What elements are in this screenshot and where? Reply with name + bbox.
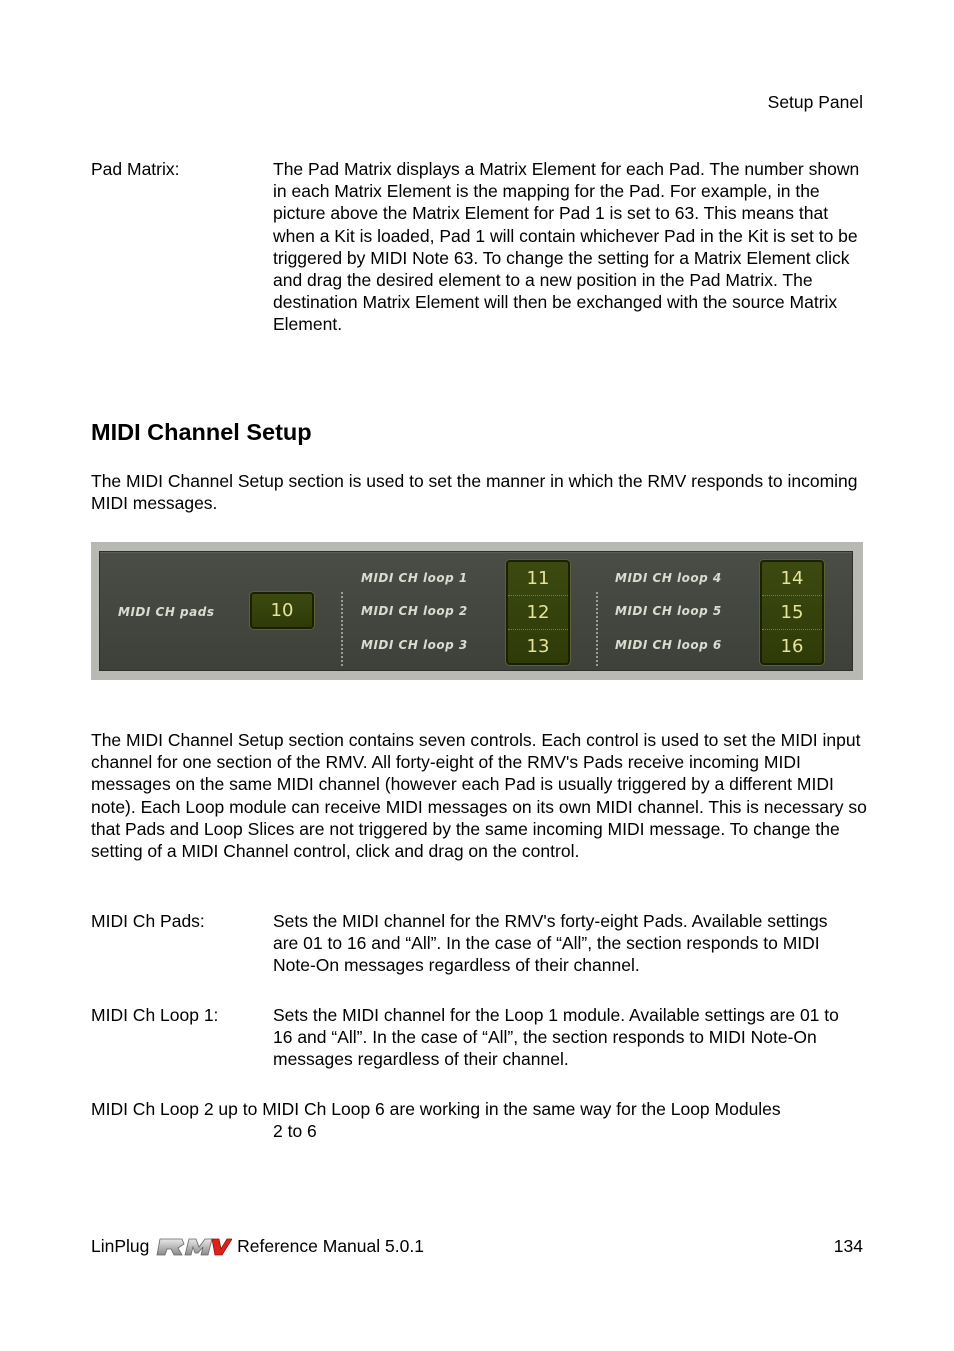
- loop3-label: MIDI CH loop 3: [361, 638, 468, 652]
- body-paragraph: The MIDI Channel Setup section contains seven controls. Each control is used to set the MIDI input channel for one section of the RMV. All forty-eight of the RMV's Pads receive incoming MIDI messages on the same MIDI channel (however each Pad is usually triggered by a different MIDI note). Each Loop module can receive MIDI messages on its own MIDI channel. This is necessary so that Pads and Loop Slices are not triggered by the same incoming MIDI message. To change the setting of a MIDI Channel control, click and drag on the control.: [91, 730, 867, 862]
- loop5-label: MIDI CH loop 5: [615, 604, 722, 618]
- footer-brand: LinPlug: [91, 1236, 150, 1256]
- loop-note-line1: MIDI Ch Loop 2 up to MIDI Ch Loop 6 are working in the same way for the Loop Modules: [91, 1099, 781, 1119]
- loop6-channel-value[interactable]: 16: [762, 629, 822, 663]
- page-number: 134: [833, 1236, 863, 1256]
- footer-title: Reference Manual 5.0.1: [237, 1236, 424, 1256]
- pads-channel-control[interactable]: [250, 592, 314, 629]
- pads-label: MIDI CH pads: [118, 605, 215, 619]
- ch-pads-definition: Sets the MIDI channel for the RMV's forty-eight Pads. Available settings are 01 to 16 and “All”. In the case of “All”, the section responds to MIDI Note-On messages regardless of their channel.: [273, 911, 828, 976]
- loop4-6-channel-controls[interactable]: [760, 560, 824, 665]
- loop3-channel-value[interactable]: 13: [508, 629, 568, 663]
- intro-paragraph: The MIDI Channel Setup section is used to set the manner in which the RMV responds to incoming MIDI messages.: [91, 471, 858, 514]
- separator: [341, 592, 343, 666]
- loop2-channel-value[interactable]: 12: [508, 595, 568, 629]
- loop4-channel-value[interactable]: 14: [780, 568, 804, 589]
- loop6-label: MIDI CH loop 6: [615, 638, 722, 652]
- loop1-label: MIDI CH loop 1: [361, 571, 468, 585]
- separator: [596, 592, 598, 666]
- pads-channel-value: 10: [270, 600, 294, 621]
- loop5-channel-value[interactable]: 15: [762, 595, 822, 629]
- rmv-logo-icon: [154, 1236, 232, 1258]
- loop1-channel-value[interactable]: 11: [526, 568, 550, 589]
- footer-left: [91, 1236, 424, 1258]
- pad-matrix-term: Pad Matrix:: [91, 159, 180, 179]
- loop1-3-channel-controls[interactable]: [506, 560, 570, 665]
- loop2-label: MIDI CH loop 2: [361, 604, 468, 618]
- ch-pads-term: MIDI Ch Pads:: [91, 911, 205, 931]
- loop4-label: MIDI CH loop 4: [615, 571, 722, 585]
- panel-surface: [99, 551, 853, 671]
- running-header: Setup Panel: [767, 92, 863, 112]
- section-heading: MIDI Channel Setup: [91, 419, 312, 445]
- pad-matrix-definition: The Pad Matrix displays a Matrix Element for each Pad. The number shown in each Matrix Element is the mapping for the Pad. For example, in the picture above the Matrix Element for Pad 1 is set to 63. This means that when a Kit is loaded, Pad 1 will contain whichever Pad in the Kit is set to be triggered by MIDI Note 63. To change the setting for a Matrix Element click and drag the desired element to a new position in the Pad Matrix. The destination Matrix Element will then be exchanged with the source Matrix Element.: [273, 159, 860, 335]
- loop-note-line2: 2 to 6: [273, 1121, 317, 1141]
- ch-loop1-term: MIDI Ch Loop 1:: [91, 1005, 219, 1025]
- ch-loop1-definition: Sets the MIDI channel for the Loop 1 module. Available settings are 01 to 16 and “All”. In the case of “All”, the section responds to MIDI Note-On messages regardless of their channel.: [273, 1005, 839, 1070]
- midi-channel-panel: [91, 542, 863, 680]
